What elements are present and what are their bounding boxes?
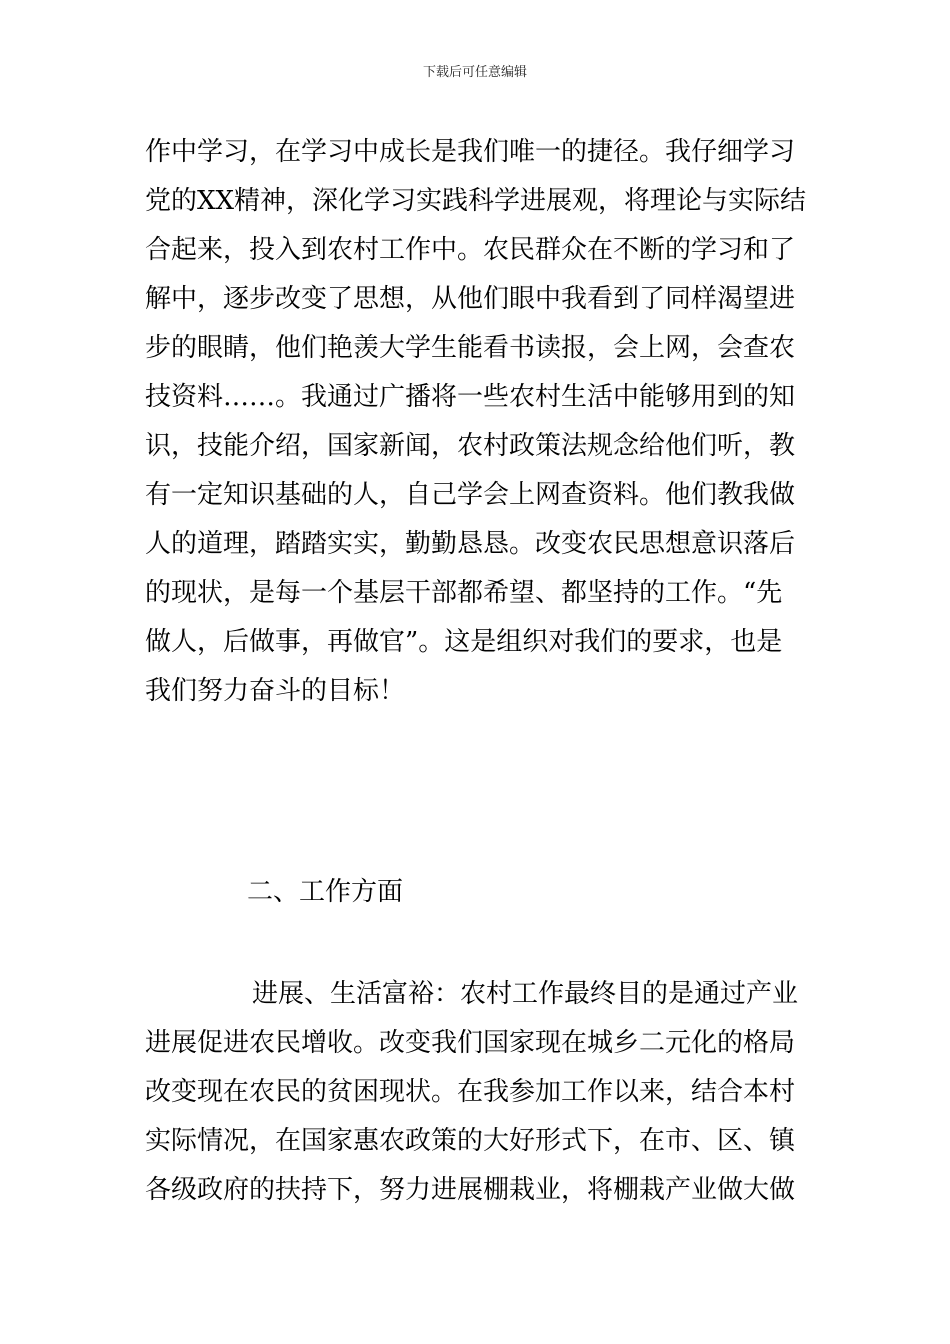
text-line: 各级政府的扶持下，努力进展棚栽业，将棚栽产业做大做: [145, 1175, 796, 1205]
text-line: 步的眼睛，他们艳羡大学生能看书读报，会上网，会查农: [145, 333, 796, 363]
text-line: 人的道理，踏踏实实，勤勤恳恳。改变农民思想意识落后: [145, 529, 796, 559]
text-line: 进展、生活富裕：农村工作最终目的是通过产业: [252, 979, 799, 1009]
page-header: 下载后可任意编辑: [422, 65, 527, 80]
section-heading: 二、工作方面: [247, 877, 404, 907]
text-line: 解中，逐步改变了思想，从他们眼中我看到了同样渴望进: [145, 284, 796, 314]
text-line: 进展促进农民增收。改变我们国家现在城乡二元化的格局: [145, 1028, 796, 1058]
text-line: 的现状，是每一个基层干部都希望、都坚持的工作。“先: [145, 578, 783, 608]
text-line: 技资料……。我通过广播将一些农村生活中能够用到的知: [145, 382, 796, 412]
text-line: 党的XX精神，深化学习实践科学进展观，将理论与实际结: [145, 186, 807, 216]
text-line: 我们努力奋斗的目标！: [145, 676, 406, 706]
text-line: 合起来，投入到农村工作中。农民群众在不断的学习和了: [145, 235, 796, 265]
text-line: 作中学习，在学习中成长是我们唯一的捷径。我仔细学习: [145, 137, 796, 167]
text-line: 有一定知识基础的人，自己学会上网查资料。他们教我做: [145, 480, 796, 510]
text-line: 识，技能介绍，国家新闻，农村政策法规念给他们听，教: [145, 431, 796, 461]
text-line: 改变现在农民的贫困现状。在我参加工作以来，结合本村: [145, 1077, 796, 1107]
text-line: 做人，后做事，再做官”。这是组织对我们的要求，也是: [145, 627, 783, 657]
text-line: 实际情况，在国家惠农政策的大好形式下，在市、区、镇: [145, 1126, 796, 1156]
